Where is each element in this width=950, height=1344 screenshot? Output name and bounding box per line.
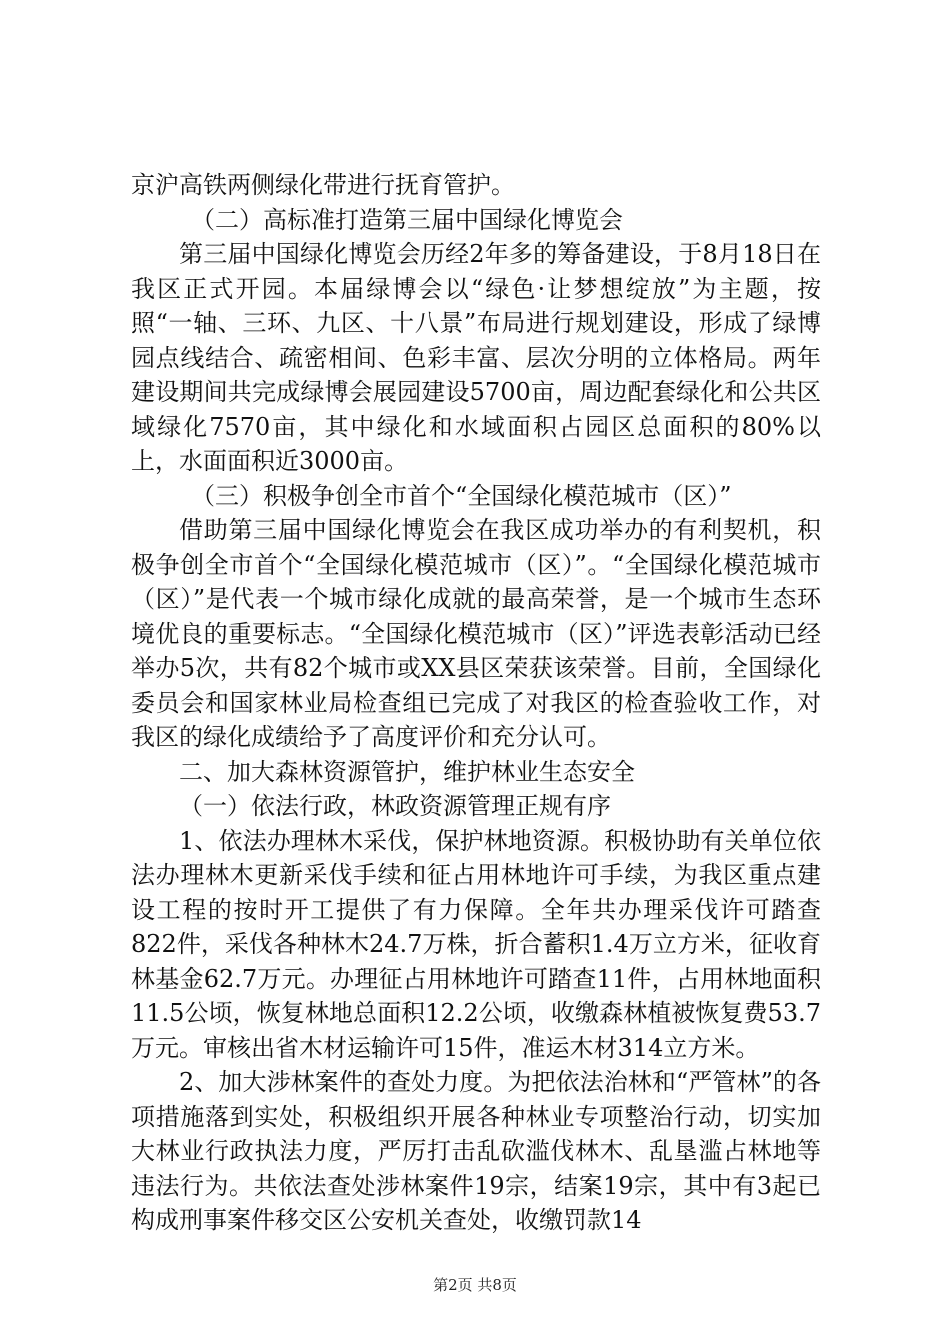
page-footer: 第2页 共8页: [433, 1276, 517, 1294]
section-heading-forest-protection: 二、加大森林资源管护，维护林业生态安全: [179, 757, 635, 786]
document-body: [131, 168, 821, 1238]
paragraph-case-handling: 2、加大涉林案件的查处力度。为把依法治林和“严管林”的各项措施落到实处，积极组织开展各种林业专项整治行动，切实加大林业行政执法力度，严厉打击乱砍滥伐林木、乱垦滥占林地等违法行为。共依法查处涉林案件19宗，结案19宗，其中有3起已构成刑事案件移交区公安机关查处，收缴罚款14: [131, 1068, 821, 1234]
subheading-green-expo: （二）高标准打造第三届中国绿化博览会: [191, 205, 623, 234]
paragraph-continuation: 京沪高铁两侧绿化带进行抚育管护。: [131, 171, 515, 199]
subheading-administration: （一）依法行政，林政资源管理正规有序: [179, 792, 611, 820]
subheading-model-city: （三）积极争创全市首个“全国绿化模范城市（区）”: [191, 481, 732, 510]
paragraph-green-expo: 第三届中国绿化博览会历经2年多的筹备建设，于8月18日在我区正式开园。本届绿博会以“绿色·让梦想绽放”为主题，按照“一轴、三环、九区、十八景”布局进行规划建设，形成了绿博园点线结合、疏密相间、色彩丰富、层次分明的立体格局。两年建设期间共完成绿博会展园建设5700亩，周边配套绿化和公共区域绿化7570亩，其中绿化和水域面积占园区总面积的80%以上，水面面积近3000亩。: [131, 240, 821, 475]
paragraph-logging-permits: 1、依法办理林木采伐，保护林地资源。积极协助有关单位依法办理林木更新采伐手续和征占用林地许可手续，为我区重点建设工程的按时开工提供了有力保障。全年共办理采伐许可踏查822件，采伐各种林木24.7万株，折合蓄积1.4万立方米，征收育林基金62.7万元。办理征占用林地许可踏查11件，占用林地面积11.5公顷，恢复林地总面积12.2公顷，收缴森林植被恢复费53.7万元。审核出省木材运输许可15件，准运木材314立方米。: [131, 826, 821, 1062]
paragraph-model-city: 借助第三届中国绿化博览会在我区成功举办的有利契机，积极争创全市首个“全国绿化模范城市（区）”。“全国绿化模范城市（区）”是代表一个城市绿化成就的最高荣誉，是一个城市生态环境优良的重要标志。“全国绿化模范城市（区）”评选表彰活动已经举办5次，共有82个城市或XX县区荣获该荣誉。目前，全国绿化委员会和国家林业局检查组已完成了对我区的检查验收工作，对我区的绿化成绩给予了高度评价和充分认可。: [131, 516, 821, 751]
